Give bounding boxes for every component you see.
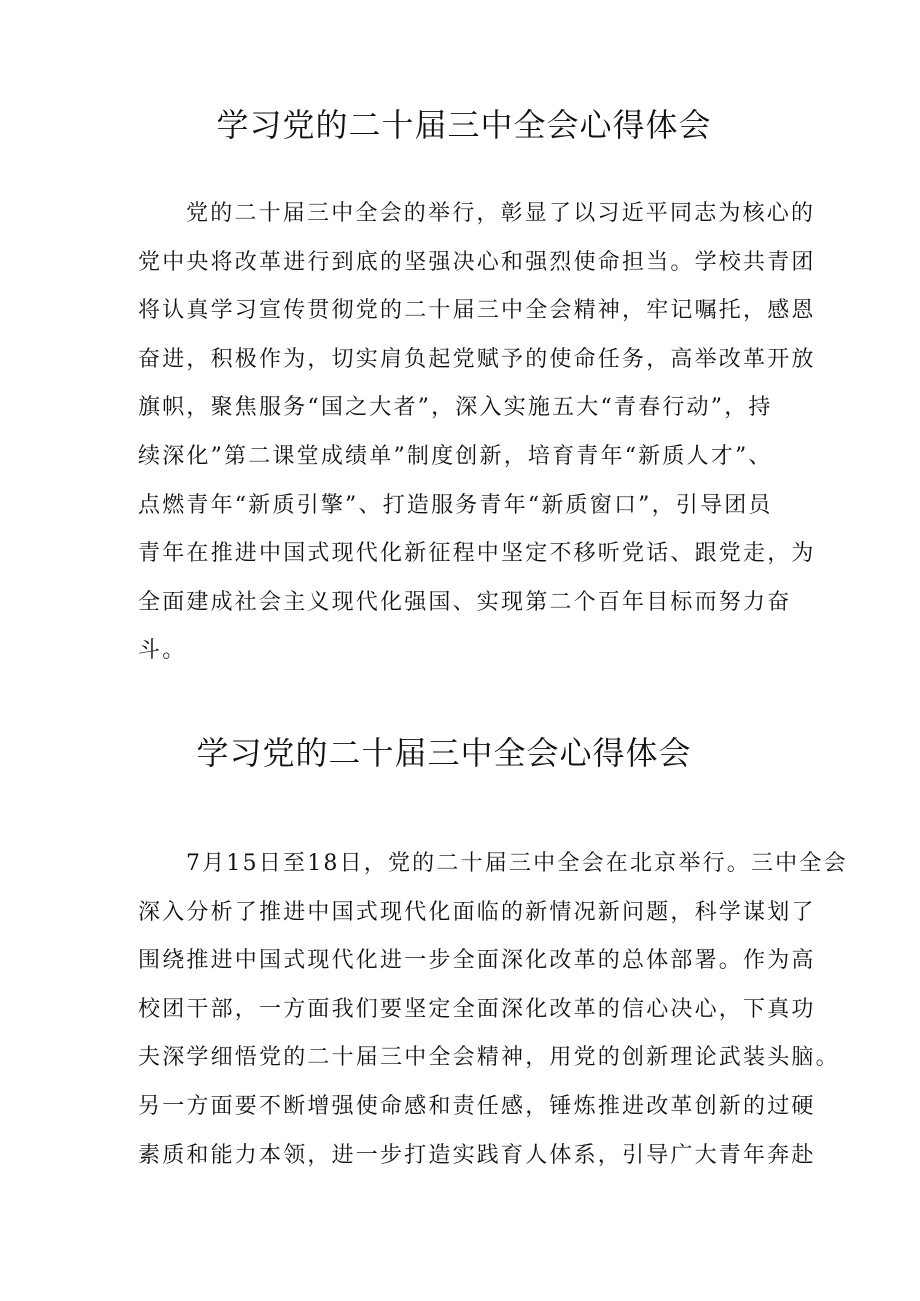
section-1-line: 奋进，积极作为，切实肩负起党赋予的使命任务，高举改革开放: [138, 346, 816, 372]
section-1-line: 全面建成社会主义现代化强国、实现第二个百年目标而努力奋: [138, 589, 792, 615]
section-1-line: 将认真学习宣传贯彻党的二十届三中全会精神，牢记嘱托，感恩: [138, 298, 816, 324]
section-1-line: 旗帜，聚焦服务“国之大者”，深入实施五大“青春行动”，持: [138, 395, 773, 421]
section-2-line: 校团干部，一方面我们要坚定全面深化改革的信心决心，下真功: [138, 996, 816, 1022]
section-2-line: 围绕推进中国式现代化进一步全面深化改革的总体部署。作为高: [138, 948, 816, 974]
section-2-line: 深入分析了推进中国式现代化面临的新情况新问题，科学谋划了: [138, 899, 816, 925]
section-2-line: 另一方面要不断增强使命感和责任感，锤炼推进改革创新的过硬: [138, 1093, 816, 1119]
section-2-line: 素质和能力本领，进一步打造实践育人体系，引导广大青年奔赴: [138, 1142, 816, 1168]
section-1-line: 点燃青年“新质引擎”、打造服务青年“新质窗口”，引导团员: [138, 492, 773, 518]
section-1-line: 斗。: [138, 638, 187, 664]
section-1-line: 党中央将改革进行到底的坚强决心和强烈使命担当。学校共青团: [138, 249, 816, 275]
section-1-line: 青年在推进中国式现代化新征程中坚定不移听党话、跟党走，为: [138, 541, 816, 567]
section-1-body: [138, 190, 816, 676]
section-2-body: [138, 840, 848, 1180]
section-1-line: 续深化”第二课堂成绩单”制度创新，培育青年“新质人才”、: [138, 443, 773, 469]
section-1-title: 学习党的二十届三中全会心得体会: [216, 106, 712, 144]
section-2-line: 夫深学细悟党的二十届三中全会精神，用党的创新理论武装头脑。: [138, 1045, 840, 1071]
section-2-line: 7月15日至18日，党的二十届三中全会在北京举行。三中全会: [186, 851, 848, 876]
section-1-line: 党的二十届三中全会的举行，彰显了以习近平同志为核心的: [186, 201, 816, 226]
section-2-title: 学习党的二十届三中全会心得体会: [196, 734, 692, 772]
